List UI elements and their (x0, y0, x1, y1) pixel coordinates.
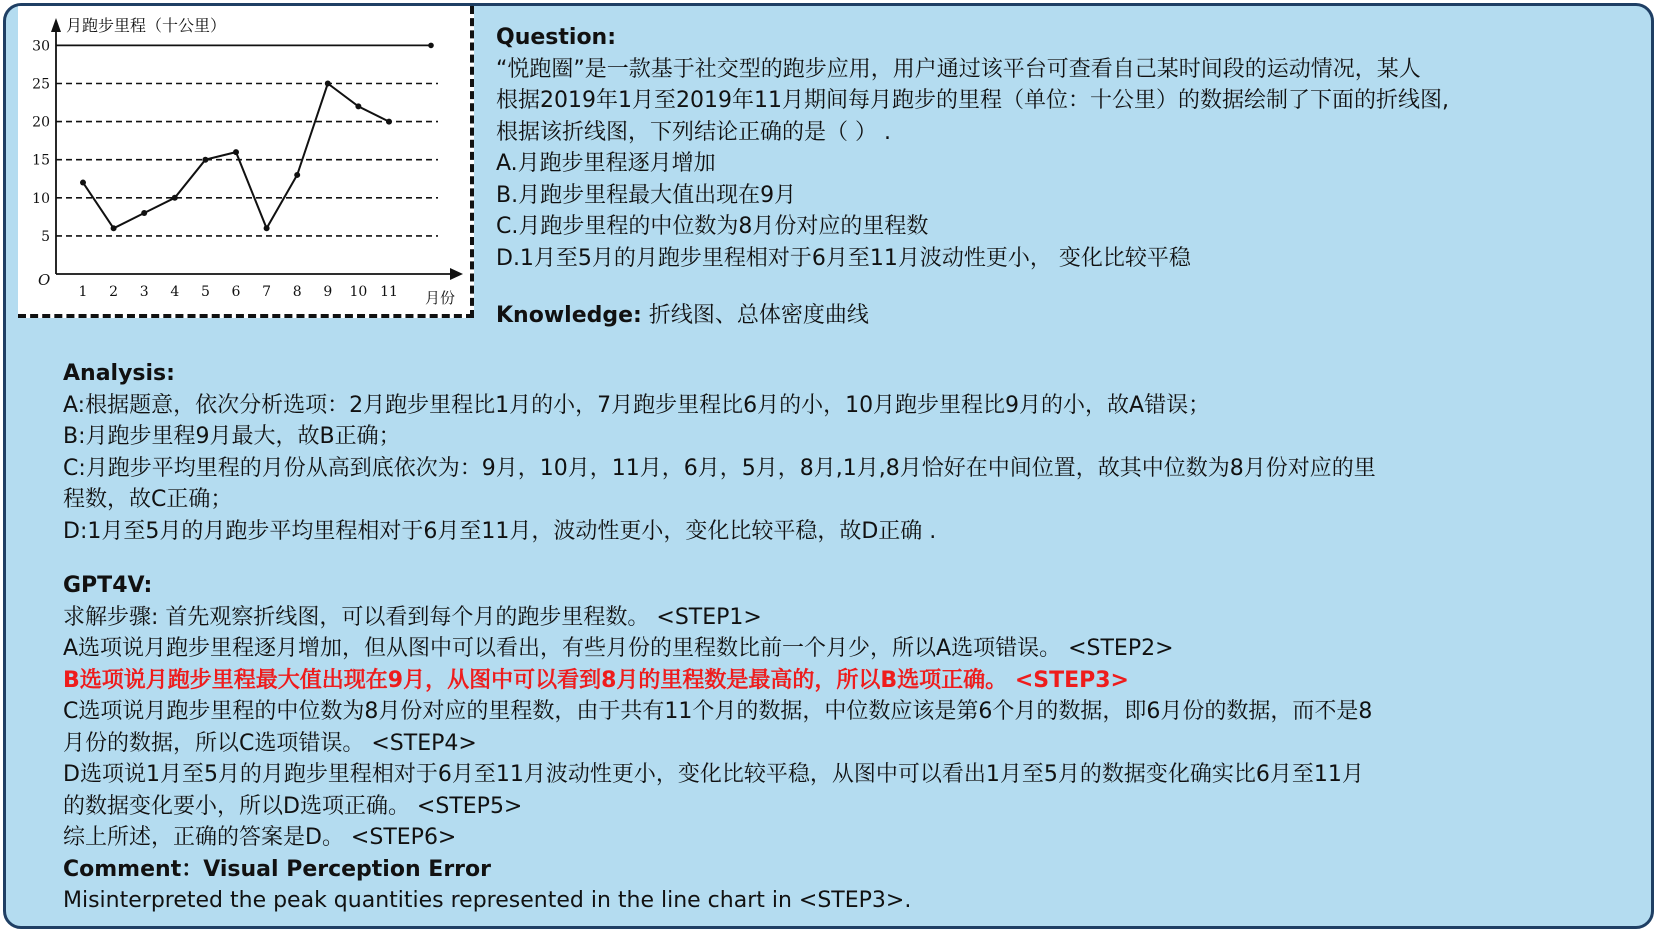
gpt4v-step3-error: B选项说月跑步里程最大值出现在9月，从图中可以看到8月的里程数是最高的，所以B选项正确。 <STEP3> (63, 667, 1129, 693)
question-line: “悦跑圈”是一款基于社交型的跑步应用，用户通过该平台可查看自己某时间段的运动情况，某人 (496, 56, 1421, 82)
data-point (294, 172, 300, 178)
x-tick-label: 11 (380, 284, 398, 300)
top-line-point (428, 43, 434, 49)
data-point (355, 103, 361, 109)
gpt4v-step2: A选项说月跑步里程逐月增加，但从图中可以看出，有些月份的里程数比前一个月少，所以A选项错误。 <STEP2> (63, 636, 1174, 661)
data-point (264, 225, 270, 231)
x-tick-label: 5 (200, 284, 210, 300)
knowledge-section (496, 300, 869, 332)
example-card (3, 3, 1654, 929)
y-tick-label: 15 (32, 152, 50, 169)
spacer (63, 547, 1623, 570)
option-a: A.月跑步里程逐月增加 (496, 151, 716, 176)
x-tick-label: 7 (262, 284, 272, 300)
x-tick-label: 10 (349, 284, 368, 300)
y-tick-label: 25 (32, 76, 50, 93)
x-tick-label: 9 (323, 284, 333, 300)
data-point (386, 119, 392, 125)
y-axis-arrow (51, 18, 61, 32)
x-tick-label: 8 (292, 284, 302, 300)
gpt4v-step6: 综上所述，正确的答案是D。 <STEP6> (63, 825, 457, 850)
data-point (172, 195, 178, 201)
question-heading: Question: (496, 25, 617, 50)
gpt4v-step4: C选项说月跑步里程的中位数为8月份对应的里程数，由于共有11个月的数据，中位数应该是第6个月的数据，即6月份的数据，而不是8 (63, 699, 1373, 724)
series-line (83, 84, 389, 229)
data-point (141, 210, 147, 216)
analysis-line: C:月跑步平均里程的月份从高到底依次为：9月，10月，11月，6月，5月，8月,1月,8月恰好在中间位置，故其中位数为8月份对应的里 (63, 455, 1376, 481)
analysis-and-answer (63, 358, 1623, 917)
analysis-line: 程数，故C正确； (63, 487, 233, 512)
gpt4v-heading: GPT4V: (63, 573, 153, 598)
analysis-line: A:根据题意，依次分析选项：2月跑步里程比1月的小，7月跑步里程比6月的小，10月跑步里程比9月的小，故A错误； (63, 392, 1211, 418)
x-tick-label: 3 (139, 284, 149, 300)
gpt4v-step1: 求解步骤: 首先观察折线图，可以看到每个月的跑步里程数。 <STEP1> (63, 604, 762, 630)
x-tick-label: 1 (78, 284, 88, 300)
y-tick-label: 20 (32, 114, 50, 131)
question-line: 根据2019年1月至2019年11月期间每月跑步的里程（单位：十公里）的数据绘制了下面的折线图, (496, 88, 1449, 113)
option-d: D.1月至5月的月跑步里程相对于6月至11月波动性更小， 变化比较平稳 (496, 245, 1191, 271)
gpt4v-step5-cont: 的数据变化要小，所以D选项正确。 <STEP5> (63, 793, 523, 819)
analysis-heading: Analysis: (63, 361, 175, 386)
y-tick-label: 10 (32, 190, 50, 207)
y-tick-label: 30 (32, 38, 50, 55)
question-line: 根据该折线图，下列结论正确的是（ ） . (496, 119, 891, 145)
x-tick-label: 4 (170, 284, 180, 300)
x-axis-arrow (450, 268, 463, 280)
data-point (80, 180, 86, 186)
knowledge-text: 折线图、总体密度曲线 (641, 303, 869, 328)
data-point (111, 225, 117, 231)
y-axis-label: 月跑步里程（十公里） (66, 16, 227, 35)
line-chart-panel (18, 6, 474, 318)
analysis-line: B:月跑步里程9月最大，故B正确； (63, 424, 401, 449)
gpt4v-step4-cont: 月份的数据，所以C选项错误。 <STEP4> (63, 730, 477, 756)
origin-label: O (38, 271, 51, 289)
y-tick-label: 5 (41, 228, 50, 245)
knowledge-label: Knowledge: (496, 303, 642, 328)
x-axis-label: 月份 (424, 289, 456, 307)
gpt4v-step5: D选项说1月至5月的月跑步里程相对于6月至11月波动性更小，变化比较平稳，从图中可以看出1月至5月的数据变化确实比6月至11月 (63, 762, 1364, 787)
question-section (496, 22, 1646, 274)
data-point (233, 149, 239, 155)
data-point (202, 157, 208, 163)
analysis-line: D:1月至5月的月跑步平均里程相对于6月至11月，波动性更小，变化比较平稳，故D正确 . (63, 518, 937, 544)
line-chart (18, 6, 470, 314)
x-tick-label: 6 (231, 284, 241, 300)
x-tick-label: 2 (109, 284, 119, 300)
data-point (325, 81, 331, 87)
option-c: C.月跑步里程的中位数为8月份对应的里程数 (496, 214, 929, 239)
comment-text: Misinterpreted the peak quantities represented in the line chart in <STEP3>. (63, 888, 912, 913)
comment-label: Comment：Visual Perception Error (63, 856, 491, 882)
option-b: B.月跑步里程最大值出现在9月 (496, 182, 797, 208)
